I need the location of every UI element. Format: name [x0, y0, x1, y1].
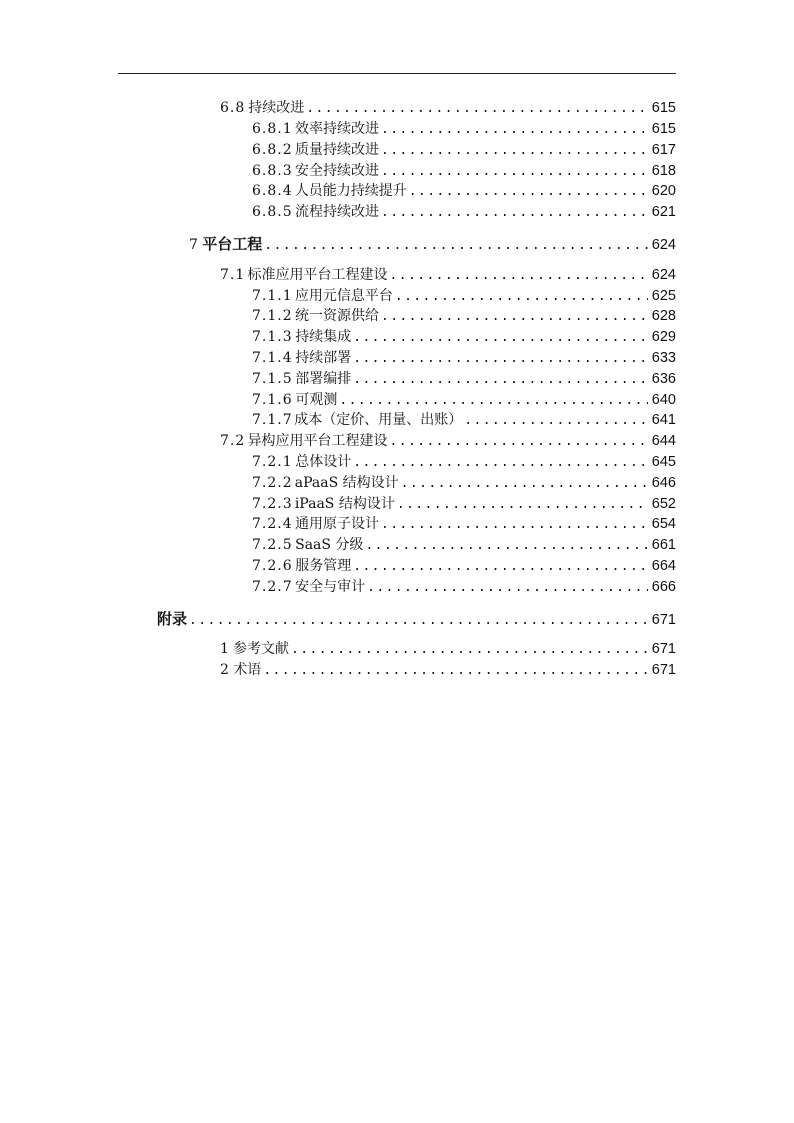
- toc-entry-page: 671: [651, 612, 676, 628]
- toc-entry-page: 629: [651, 329, 676, 345]
- toc-entry-title: 部署编排: [295, 371, 352, 387]
- toc-entry-title: 通用原子设计: [294, 516, 379, 532]
- toc-entry-title: 持续集成: [295, 329, 352, 345]
- toc-entry-title: 持续部署: [295, 350, 352, 366]
- toc-entry[interactable]: [220, 659, 676, 680]
- toc-entry[interactable]: [220, 97, 676, 118]
- toc-entry-number: 6.8: [220, 100, 246, 116]
- dot-leader: [390, 434, 648, 449]
- toc-entry-number: 7.1.2: [252, 308, 293, 324]
- dot-leader: [353, 455, 648, 470]
- toc-entry-title: 可观测: [295, 392, 338, 408]
- dot-leader: [306, 101, 648, 116]
- toc-entry-page: 617: [651, 142, 676, 158]
- dot-leader: [264, 238, 647, 253]
- toc-entry-title: 总体设计: [295, 454, 352, 470]
- toc-entry-title: iPaaS 结构设计: [294, 496, 395, 512]
- toc-entry-page: 645: [651, 454, 676, 470]
- toc-entry[interactable]: [252, 513, 676, 534]
- dot-leader: [353, 559, 648, 574]
- toc-entry-number: 7.1.1: [252, 288, 293, 304]
- dot-leader: [291, 642, 648, 657]
- toc-entry-number: 6.8.3: [252, 163, 293, 179]
- dot-leader: [365, 538, 647, 553]
- toc-entry[interactable]: [252, 201, 676, 222]
- toc-entry[interactable]: [252, 160, 676, 181]
- toc-entry-title: 安全与审计: [295, 579, 366, 595]
- toc-entry-number: 7.2.3: [252, 496, 293, 512]
- toc-entry-page: 641: [651, 412, 676, 428]
- toc-entry-page: 652: [651, 496, 676, 512]
- toc-entry-number: 7.1: [220, 267, 246, 283]
- dot-leader: [353, 330, 648, 345]
- dot-leader: [397, 497, 648, 512]
- toc-entry-number: 7.2: [220, 433, 246, 449]
- toc-appendix-entry[interactable]: [157, 608, 676, 629]
- toc-entry-title: 统一资源供给: [294, 308, 379, 324]
- toc-entry[interactable]: [252, 493, 676, 514]
- toc-entry-title: 成本（定价、用量、出账）: [294, 412, 463, 428]
- toc-entry-title: 人员能力持续提升: [294, 183, 407, 199]
- toc-entry-title: 安全持续改进: [294, 163, 379, 179]
- dot-leader: [339, 393, 647, 408]
- toc-entry-title: 附录: [157, 610, 188, 628]
- toc-entry-page: 671: [651, 662, 676, 678]
- toc-entry-title: 标准应用平台工程建设: [247, 267, 388, 283]
- toc-entry-page: 664: [651, 558, 676, 574]
- toc-entry-number: 7.2.5: [252, 537, 293, 553]
- toc-entry-number: 7.1.3: [252, 329, 293, 345]
- toc-entry-number: 7.2.4: [252, 516, 293, 532]
- toc-entry-number: 7.1.4: [252, 350, 293, 366]
- toc-entry-title: 应用元信息平台: [294, 288, 393, 304]
- toc-entry-title: 质量持续改进: [294, 142, 379, 158]
- toc-entry-number: 7.1.7: [252, 412, 293, 428]
- toc-entry[interactable]: [252, 368, 676, 389]
- toc-entry-number: 6.8.5: [252, 204, 293, 220]
- toc-entry[interactable]: [252, 118, 676, 139]
- toc-entry-page: 624: [651, 267, 676, 283]
- toc-entry-number: 6.8.2: [252, 142, 293, 158]
- dot-leader: [381, 122, 648, 137]
- toc-entry[interactable]: [252, 534, 676, 555]
- toc-entry-number: 7.2.2: [252, 475, 293, 491]
- dot-leader: [464, 413, 648, 428]
- toc-entry-page: 644: [651, 433, 676, 449]
- toc-entry-number: 7.1.5: [252, 371, 293, 387]
- toc-entry-page: 618: [651, 163, 676, 179]
- toc-entry[interactable]: [252, 326, 676, 347]
- dot-leader: [263, 663, 647, 678]
- toc-entry-title: aPaaS 结构设计: [294, 475, 399, 491]
- toc-entry[interactable]: [220, 264, 676, 285]
- dot-leader: [367, 580, 648, 595]
- toc-entry[interactable]: [252, 555, 676, 576]
- toc-entry[interactable]: [220, 430, 676, 451]
- toc-entry-title: 流程持续改进: [294, 204, 379, 220]
- toc-entry-number: 6.8.1: [252, 121, 293, 137]
- toc-entry-page: 621: [651, 204, 676, 220]
- dot-leader: [381, 309, 648, 324]
- dot-leader: [381, 164, 648, 179]
- toc-entry-page: 625: [651, 288, 676, 304]
- toc-entry-page: 636: [651, 371, 676, 387]
- dot-leader: [395, 289, 648, 304]
- toc-entry-number: 6.8.4: [252, 183, 293, 199]
- toc-entry-page: 628: [651, 308, 676, 324]
- toc-entry-number: 1: [220, 641, 230, 657]
- dot-leader: [381, 143, 648, 158]
- toc-entry[interactable]: [220, 638, 676, 659]
- toc-entry-page: 633: [651, 350, 676, 366]
- toc-entry-title: 术语: [233, 662, 262, 678]
- toc-entry-number: 7: [189, 237, 199, 253]
- dot-leader: [381, 205, 648, 220]
- dot-leader: [353, 351, 648, 366]
- toc-entry[interactable]: [252, 347, 676, 368]
- toc-entry-page: 671: [651, 641, 676, 657]
- toc-entry-number: 7.2.7: [252, 579, 293, 595]
- toc-entry[interactable]: [252, 409, 676, 430]
- toc-entry-page: 624: [651, 237, 676, 253]
- dot-leader: [353, 372, 648, 387]
- toc-entry-number: 2: [220, 662, 230, 678]
- toc-entry[interactable]: [252, 305, 676, 326]
- dot-leader: [401, 476, 648, 491]
- toc-entry[interactable]: [252, 389, 676, 410]
- toc-entry-page: 615: [651, 121, 676, 137]
- toc-entry-page: 620: [651, 183, 676, 199]
- toc-entry-page: 654: [651, 516, 676, 532]
- toc-entry-page: 661: [651, 537, 676, 553]
- toc-entry[interactable]: [252, 576, 676, 597]
- toc-entry-number: 7.2.6: [252, 558, 293, 574]
- toc-entry-number: 7.1.6: [252, 392, 293, 408]
- toc-entry-title: 持续改进: [248, 100, 305, 116]
- toc-entry-page: 646: [651, 475, 676, 491]
- toc-entry-page: 640: [651, 392, 676, 408]
- toc-entry-title: 平台工程: [202, 235, 263, 253]
- toc-entry[interactable]: [252, 139, 676, 160]
- dot-leader: [390, 268, 648, 283]
- toc-entry-number: 7.2.1: [252, 454, 293, 470]
- dot-leader: [409, 184, 648, 199]
- toc-entry[interactable]: [252, 472, 676, 493]
- toc-chapter-entry[interactable]: [189, 233, 676, 254]
- toc-entry-page: 615: [651, 100, 676, 116]
- toc-entry[interactable]: [252, 451, 676, 472]
- toc-entry-title: 效率持续改进: [294, 121, 379, 137]
- toc-entry-title: 参考文献: [233, 641, 290, 657]
- toc-entry-page: 666: [651, 579, 676, 595]
- header-rule: [118, 73, 676, 74]
- dot-leader: [189, 613, 648, 628]
- dot-leader: [381, 517, 648, 532]
- toc-entry[interactable]: [252, 285, 676, 306]
- toc-entry-title: SaaS 分级: [295, 537, 364, 553]
- toc-entry-title: 服务管理: [295, 558, 352, 574]
- toc-entry-title: 异构应用平台工程建设: [247, 433, 388, 449]
- toc-entry[interactable]: [252, 180, 676, 201]
